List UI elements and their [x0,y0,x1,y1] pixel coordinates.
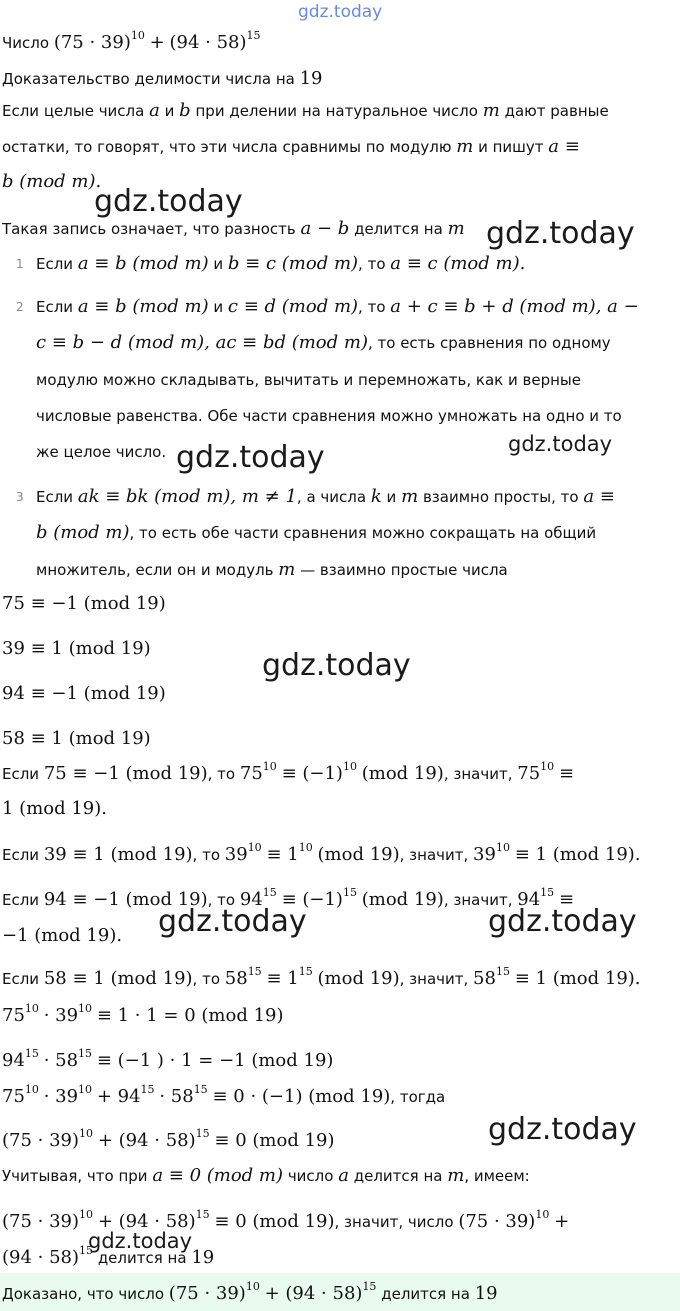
watermark: gdz.today [88,1229,193,1253]
step-3-line-1: Если 94 ≡ −1 (mod 19), то $94^{15} \equiv (-1)^{15}$ (mod 19), значит, $94^{15}$ ≡ [2,886,575,910]
property-1: Если a ≡ b (mod m) и b ≡ c (mod m), то a ≡ c (mod m). [36,253,526,274]
property-3-line-2: b (mod m), то есть обе части сравнения можно сокращать на общий [36,522,597,543]
calc-3: $75^{10} \cdot 39^{10} + 94^{15} \cdot 58^{15} \equiv 0 \cdot (-1)$ (mod 19), тогда [2,1083,446,1107]
property-2-line-1: Если a ≡ b (mod m) и c ≡ d (mod m), то a + c ≡ b + d (mod m), a − [36,296,639,317]
property-2-line-2: c ≡ b − d (mod m), ac ≡ bd (mod m), то есть сравнения по одному [36,332,611,353]
congruence-39: 39 ≡ 1 (mod 19) [2,638,151,659]
step-1-line-1: Если 75 ≡ −1 (mod 19), то $75^{10} \equiv (-1)^{10}$ (mod 19), значит, $75^{10}$ ≡ [2,760,575,784]
calc-2: $94^{15} \cdot 58^{15} \equiv (-1$ ) · 1 = −1 (mod 19) [2,1047,334,1071]
watermark: gdz.today [508,432,613,456]
watermark: gdz.today [94,184,243,219]
definition-line-1: Если целые числа a и b при делении на натуральное число m дают равные [2,100,609,121]
header-line: Число $(75 \cdot 39)^{10} + (94 \cdot 58)^{15}$ [2,29,261,53]
congruence-58: 58 ≡ 1 (mod 19) [2,728,151,749]
final-statement: Доказано, что число $(75 \cdot 39)^{10} + (94 \cdot 58)^{15}$ делится на 19 [2,1280,498,1304]
step-4: Если 58 ≡ 1 (mod 19), то $58^{15} \equiv 1^{15}$ (mod 19), значит, $58^{15} \equiv 1$ (mod 19). [2,965,641,989]
header-word: Число [2,34,50,52]
congruence-75: 75 ≡ −1 (mod 19) [2,593,166,614]
property-3-line-1: Если ak ≡ bk (mod m), m ≠ 1, а числа k и m взаимно просты, то a ≡ [36,486,615,507]
watermark: gdz.today [486,216,635,251]
definition-line-2: остатки, то говорят, что эти числа сравнимы по модулю m и пишут a ≡ [2,136,580,157]
calc-1: $75^{10} \cdot 39^{10} \equiv 1 \cdot 1 = 0$ (mod 19) [2,1002,284,1026]
property-2-line-3: модулю можно складывать, вычитать и перемножать, как и верные [36,371,581,389]
property-2-line-4: числовые равенства. Обе части сравнения можно умножать на одно и то [36,407,622,425]
watermark-top: gdz.today [298,2,383,22]
section-title: Доказательство делимости числа на 19 [2,68,323,89]
prop-number-2: 2 [16,300,24,314]
watermark: gdz.today [488,1112,637,1147]
step-1-line-2: 1 (mod 19). [2,798,107,819]
watermark: gdz.today [158,904,307,939]
step-3-line-2: −1 (mod 19). [2,925,123,946]
prop-number-1: 1 [16,257,24,271]
property-3-line-3: множитель, если он и модуль m — взаимно простые числа [36,559,508,580]
watermark: gdz.today [176,440,325,475]
property-2-line-5: же целое число. [36,443,167,461]
conclusion-line-2: $(75 \cdot 39)^{10} + (94 \cdot 58)^{15} \equiv 0$ (mod 19), значит, число $(75 \cdot 39)^{10}$ + [2,1208,570,1232]
step-2: Если 39 ≡ 1 (mod 19), то $39^{10} \equiv 1^{10}$ (mod 19), значит, $39^{10} \equiv 1$ (mod 19). [2,841,641,865]
calc-4: $(75 \cdot 39)^{10} + (94 \cdot 58)^{15} \equiv 0$ (mod 19) [2,1127,335,1151]
conclusion-line-3: $(94 \cdot 58)^{15}$ делится на 19 [2,1244,215,1268]
meaning-line: Такая запись означает, что разность a − b делится на m [2,218,465,239]
definition-line-3: b (mod m). [2,171,102,192]
watermark: gdz.today [262,648,411,683]
prop-number-3: 3 [16,490,24,504]
conclusion-line-1: Учитывая, что при a ≡ 0 (mod m) число a делится на m, имеем: [2,1165,530,1186]
watermark: gdz.today [488,904,637,939]
congruence-94: 94 ≡ −1 (mod 19) [2,683,166,704]
